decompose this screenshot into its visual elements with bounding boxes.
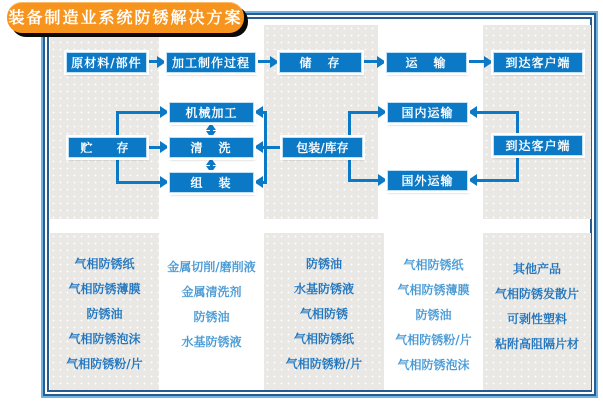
flow-node-cleaning: 清 洗 [169, 137, 254, 158]
arrow-packing-to-assembly [263, 181, 267, 184]
product-item: 气相防锈纸 [403, 258, 464, 272]
arrow-packing-to-domestic [351, 111, 378, 114]
product-item: 防锈油 [193, 310, 230, 324]
arrow-client-to-domestic [477, 111, 516, 114]
arrowhead-right-icon [378, 106, 387, 118]
product-list-col5 [483, 233, 591, 357]
arrow-client-to-foreign [477, 179, 516, 182]
flow-node-foreign-transport: 国外运输 [387, 170, 468, 191]
flow-node-store: 储 存 [279, 52, 362, 73]
arrowhead-left-icon [254, 106, 263, 118]
flow-node-transport: 运 输 [386, 52, 467, 73]
flow-node-storage: 贮 存 [68, 137, 147, 158]
product-item: 可剥性塑料 [506, 312, 567, 326]
arrow-packing-to-foreign [351, 179, 378, 182]
product-item: 金属清洗剂 [181, 285, 242, 299]
arrowhead-left-icon [468, 174, 477, 186]
flow-node-client-top: 到达客户端 [493, 52, 583, 73]
flow-node-client-mid: 到达客户端 [493, 135, 583, 156]
product-list-col3 [264, 233, 384, 377]
product-item: 气相防锈泡沫 [397, 358, 470, 372]
arrowhead-right-icon [378, 174, 387, 186]
product-item: 防锈油 [415, 308, 452, 322]
arrowhead-left-icon [254, 141, 263, 153]
flow-node-assembly: 组 装 [169, 172, 254, 193]
product-item: 气相防锈发散片 [494, 287, 579, 301]
product-item: 气相防锈薄膜 [397, 283, 470, 297]
arrowhead-right-icon [157, 56, 166, 68]
page-title: 装备制造业系统防锈解决方案 [7, 2, 244, 33]
product-list-col4 [384, 233, 483, 378]
product-item: 粘附高阻隔片材 [494, 337, 579, 351]
product-item: 水基防锈液 [181, 335, 242, 349]
product-item: 气相防锈粉/片 [285, 357, 363, 371]
product-item: 气相防锈纸 [293, 332, 354, 346]
arrow-transport-to-client [467, 60, 485, 63]
arrow-process-to-store [256, 60, 271, 63]
arrowhead-up-icon [206, 123, 216, 130]
arrowhead-right-icon [160, 176, 169, 188]
arrowhead-right-icon [160, 106, 169, 118]
arrow-packing-to-cleaning [263, 146, 282, 149]
product-item: 气相防锈纸 [74, 257, 135, 271]
flow-node-packing-inventory: 包装/库存 [282, 137, 363, 158]
product-item: 气相防锈 [299, 307, 348, 321]
flow-node-raw-materials: 原材料/部件 [66, 52, 147, 73]
product-item: 其他产品 [512, 262, 561, 276]
product-item: 防锈油 [86, 307, 123, 321]
arrowhead-right-icon [160, 141, 169, 153]
arrowhead-right-icon [270, 56, 279, 68]
product-item: 气相防锈薄膜 [68, 282, 141, 296]
product-list-col2 [159, 233, 264, 355]
arrowhead-up-icon [206, 158, 216, 165]
arrowhead-right-icon [377, 56, 386, 68]
arrowhead-right-icon [484, 56, 493, 68]
arrow-storage-to-assembly [118, 181, 160, 184]
arrow-storage-to-machining [118, 111, 160, 114]
product-item: 气相防锈粉/片 [395, 333, 472, 347]
product-item: 气相防锈粉/片 [66, 357, 143, 371]
arrowhead-left-icon [468, 106, 477, 118]
flow-node-manufacturing-process: 加工制作过程 [166, 52, 256, 73]
product-item: 防锈油 [305, 257, 342, 271]
product-item: 水基防锈液 [293, 282, 354, 296]
product-item: 气相防锈泡沫 [68, 332, 141, 346]
arrow-packing-to-machining [263, 111, 267, 114]
arrowhead-left-icon [254, 176, 263, 188]
flow-node-domestic-transport: 国内运输 [387, 102, 468, 123]
product-list-col1 [50, 233, 159, 377]
arrow-store-to-transport [362, 60, 378, 63]
product-item: 金属切削/磨削液 [167, 260, 256, 274]
arrow-storage-to-cleaning [147, 146, 160, 149]
flow-node-machining: 机械加工 [169, 102, 254, 123]
